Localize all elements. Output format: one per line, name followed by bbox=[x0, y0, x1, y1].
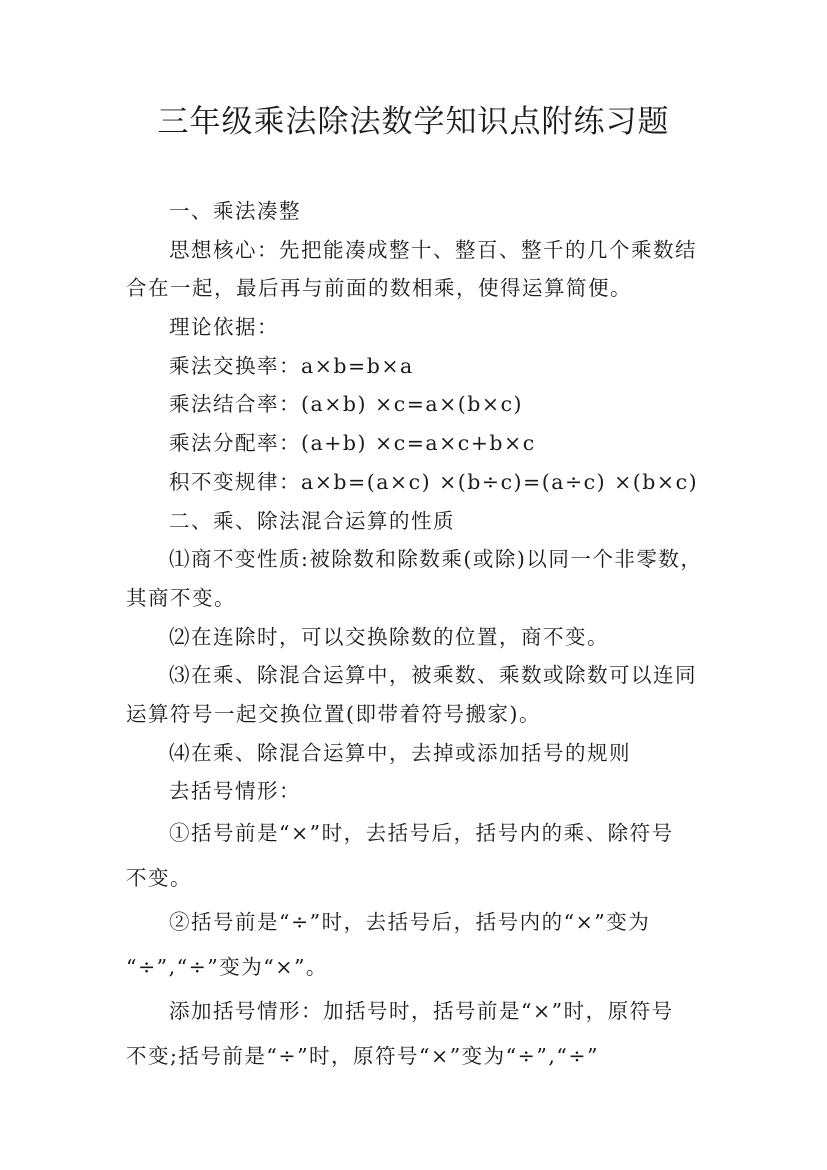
paragraph-line: ⑶在乘、除混合运算中，被乘数、乘数或除数可以连同 bbox=[169, 663, 697, 688]
paragraph-line: 不变;括号前是“÷”时，原符号“×”变为“÷”,“÷” bbox=[126, 1043, 599, 1068]
formula-line: 乘法交换率：a×b=b×a bbox=[169, 353, 414, 378]
formula-line: 积不变规律：a×b=(a×c) ×(b÷c)=(a÷c) ×(b×c) bbox=[169, 469, 699, 494]
paragraph-line: 运算符号一起交换位置(即带着符号搬家)。 bbox=[126, 701, 541, 726]
paragraph-line: ⑷在乘、除混合运算中，去掉或添加括号的规则 bbox=[169, 740, 631, 765]
paragraph-line: ①括号前是“×”时，去括号后，括号内的乘、除符号 bbox=[169, 821, 674, 845]
paragraph-line: 不变。 bbox=[126, 865, 192, 890]
paragraph-line: 理论依据： bbox=[169, 315, 279, 340]
formula-line: 乘法结合率：(a×b) ×c=a×(b×c) bbox=[169, 392, 524, 417]
paragraph-line: 思想核心：先把能凑成整十、整百、整千的几个乘数结 bbox=[169, 237, 697, 262]
paragraph-line: 合在一起，最后再与前面的数相乘，使得运算简便。 bbox=[126, 276, 632, 301]
paragraph-line: 其商不变。 bbox=[126, 585, 236, 610]
formula-line: 乘法分配率：(a+b) ×c=a×c+b×c bbox=[169, 431, 536, 456]
paragraph-line: 添加括号情形：加括号时，括号前是“×”时，原符号 bbox=[169, 999, 674, 1024]
paragraph-line: ②括号前是“÷”时，去括号后，括号内的“×”变为 bbox=[169, 910, 651, 935]
paragraph-line: 去括号情形： bbox=[169, 779, 301, 804]
section-heading-mixed-operations: 二、乘、除法混合运算的性质 bbox=[169, 508, 455, 533]
section-heading-multiplication-rounding: 一、乘法凑整 bbox=[169, 199, 301, 223]
document-title: 三年级乘法除法数学知识点附练习题 bbox=[157, 104, 670, 140]
paragraph-line: “÷”,“÷”变为“×”。 bbox=[126, 954, 328, 979]
document-body bbox=[126, 192, 711, 1079]
paragraph-line: ⑵在连除时，可以交换除数的位置，商不变。 bbox=[169, 624, 609, 649]
paragraph-line: ⑴商不变性质:被除数和除数乘(或除)以同一个非零数， bbox=[169, 547, 703, 572]
